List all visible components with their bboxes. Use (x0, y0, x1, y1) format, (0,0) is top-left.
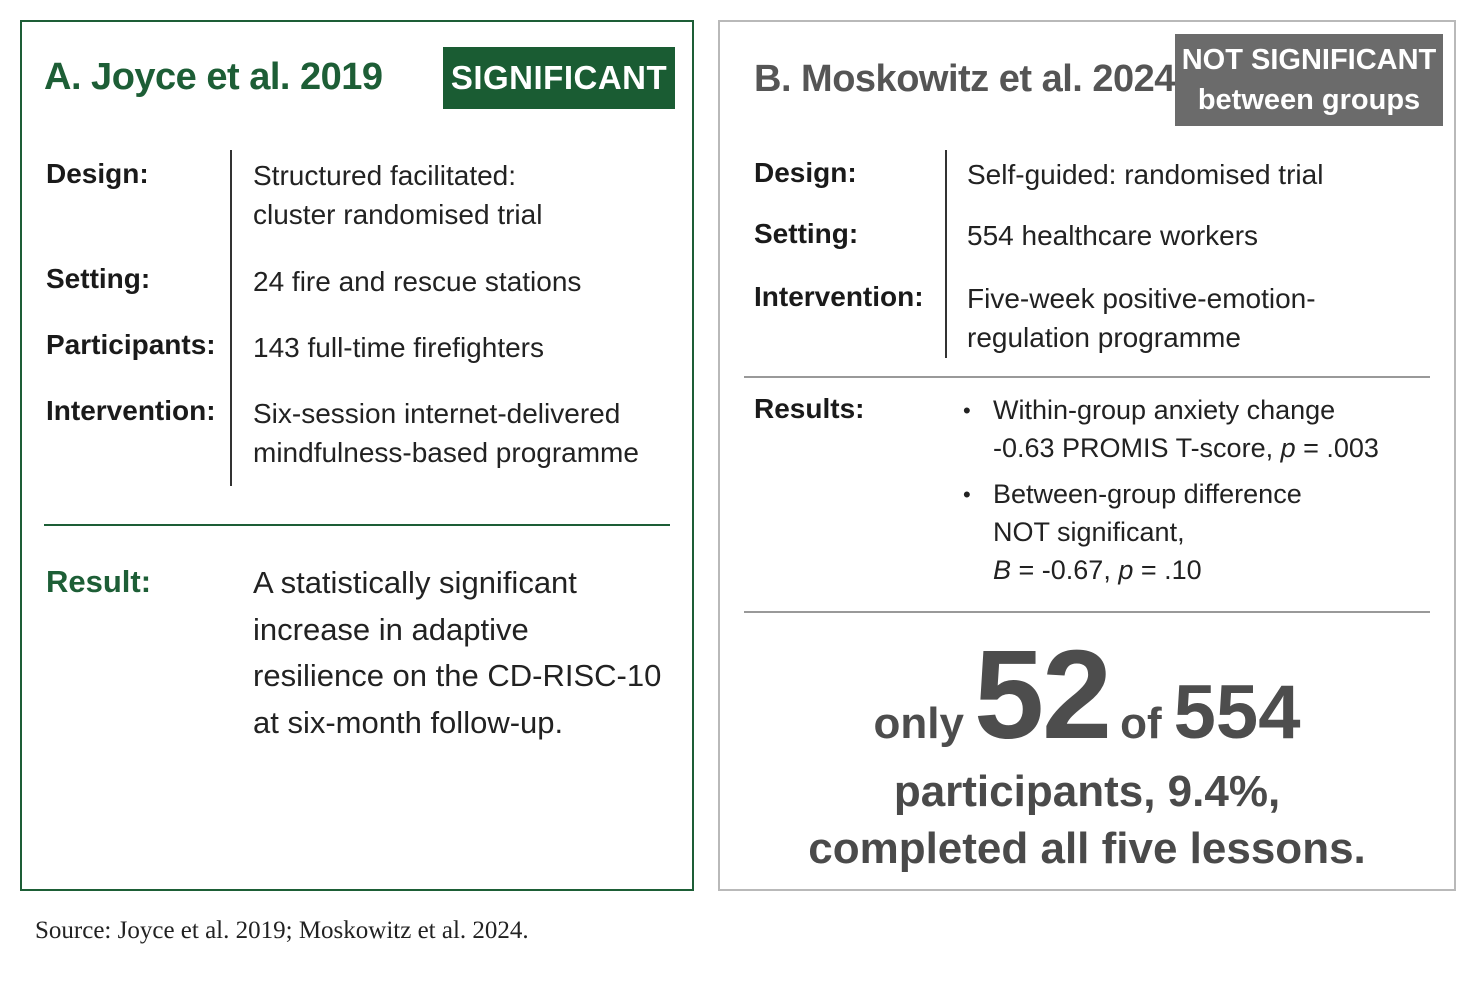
panel-a-design-line-2: cluster randomised trial (253, 199, 543, 230)
bullet-1-p-value: = .003 (1295, 433, 1379, 463)
not-significant-badge (1175, 34, 1443, 126)
panel-a-divider (44, 524, 670, 526)
stat-participants-line: participants, 9.4%, (893, 767, 1281, 816)
panel-a-design-label: Design: (46, 158, 149, 189)
bullet-1-line-1: Within-group anxiety change (993, 395, 1336, 425)
panel-b-column-divider (945, 150, 947, 358)
b-symbol: B (993, 555, 1012, 585)
panel-a-result-label: Result: (46, 564, 152, 599)
badge-line-2: between groups (1197, 84, 1421, 116)
completion-stat (720, 622, 1454, 767)
bullet-2-b-value: = -0.67, (1011, 555, 1119, 585)
panel-a-participants-value: 143 full-time firefighters (253, 332, 545, 363)
panel-a-setting-label: Setting: (46, 263, 151, 294)
panel-b-design-label: Design: (754, 157, 857, 188)
bullet-2-line-1: Between-group difference (993, 479, 1302, 509)
badge-line-1: NOT SIGNIFICANT (1181, 44, 1437, 76)
significant-badge: SIGNIFICANT (443, 47, 675, 109)
stat-only-text: only (873, 699, 964, 748)
panel-a-result-text (253, 560, 661, 746)
bullet-2-line-2: NOT significant, (993, 517, 1185, 547)
panel-a-column-divider (230, 150, 232, 486)
result-line: resilience on the CD-RISC-10 (253, 658, 662, 693)
panel-a-design-line-1: Structured facilitated: (253, 160, 517, 191)
bullet-icon: • (963, 398, 971, 423)
panel-b-intervention-line-2: regulation programme (967, 322, 1241, 353)
bullet-2-p-value: = .10 (1133, 555, 1202, 585)
panel-a-title: A. Joyce et al. 2019 (44, 56, 383, 98)
result-line: at six-month follow-up. (253, 704, 564, 740)
panel-b-divider-1 (744, 376, 1430, 378)
panel-a-participants-label: Participants: (46, 329, 216, 360)
panel-b-intervention-line-1: Five-week positive-emotion- (967, 283, 1316, 314)
panel-a-joyce-2019 (20, 20, 694, 891)
panel-b-setting-label: Setting: (754, 218, 859, 249)
panel-a-setting-value: 24 fire and rescue stations (253, 266, 582, 297)
bullet-1-score: -0.63 PROMIS T-score, (993, 433, 1281, 463)
stat-completed-number: 52 (973, 624, 1111, 765)
p-symbol: p (1118, 555, 1134, 585)
bullet-2-line-3 (993, 551, 1202, 589)
bullet-1-line-2 (993, 429, 1379, 467)
panel-b-intervention-label: Intervention: (754, 281, 924, 312)
stat-completed-line: completed all five lessons. (808, 824, 1366, 873)
stat-total-number: 554 (1173, 670, 1301, 755)
panel-a-intervention-label: Intervention: (46, 395, 216, 426)
panel-b-divider-2 (744, 611, 1430, 613)
p-symbol: p (1280, 433, 1296, 463)
panel-a-intervention-line-1: Six-session internet-delivered (253, 398, 621, 429)
bullet-icon: • (963, 482, 971, 507)
stat-of-text: of (1120, 699, 1162, 748)
source-citation: Source: Joyce et al. 2019; Moskowitz et al. 2024. (35, 917, 529, 944)
panel-b-setting-value: 554 healthcare workers (967, 220, 1259, 251)
panel-b-title: B. Moskowitz et al. 2024 (754, 58, 1175, 100)
result-line: increase in adaptive (253, 611, 529, 647)
panel-b-design-value: Self-guided: randomised trial (967, 159, 1324, 190)
panel-b-results-label: Results: (754, 393, 865, 424)
result-line: A statistically significant (253, 565, 577, 600)
panel-b-moskowitz-2024 (718, 20, 1456, 891)
panel-a-intervention-line-2: mindfulness-based programme (253, 437, 639, 468)
